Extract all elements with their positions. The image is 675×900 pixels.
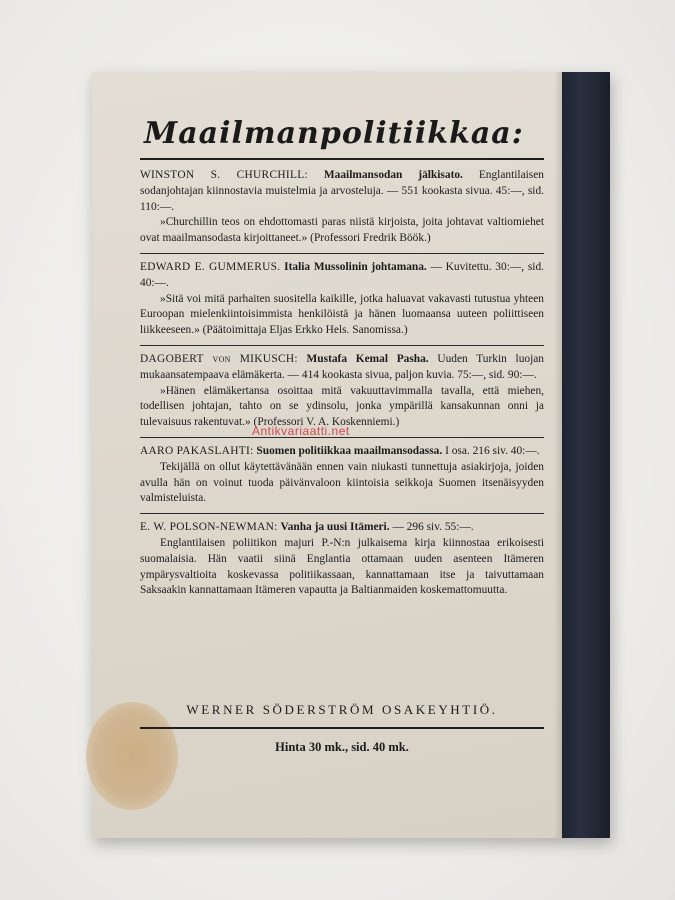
list-item [140, 168, 544, 247]
review-quote: »Hänen elämäkertansa osoittaa mitä vakuuttavimmalla tavalla, että miehen, todellisen johtajan, tahto on se ydinsolu, jonka ympärillä kansakunnan onni ja tulevaisuus rakentuvat.» (Professori V. A. Koskenniemi.) [140, 384, 544, 429]
book-back-cover [92, 72, 610, 838]
entry-divider [140, 345, 544, 346]
author-name: AARO PAKASLAHTI: [140, 444, 254, 457]
book-description: — 296 siv. 55:—. [392, 521, 474, 534]
review-quote: »Churchillin teos on ehdottomasti paras niistä kirjoista, joita johtavat valtiomiehet ovat maailmansodasta kirjoittaneet.» (Professori Fredrik Böök.) [140, 216, 544, 245]
entry-divider [140, 253, 544, 254]
author-name: EDWARD E. GUMMERUS. [140, 260, 281, 273]
entry-divider [140, 513, 544, 514]
publisher-name: WERNER SÖDERSTRÖM OSAKEYHTIÖ. [186, 702, 498, 717]
book-description: Uuden Turkin luojan mukaansatempaava elämäkerta. — 414 kookasta sivua, paljon kuvia. 75:—, sid. 90:—. [140, 352, 544, 381]
publisher-rule [140, 727, 544, 729]
list-item [140, 352, 544, 431]
book-description: Englantilaisen sodanjohtajan kiinnostavia muistelmia ja arvosteluja. — 551 kookasta sivua. 45:—, sid. 110:—. [140, 169, 544, 213]
book-description: I osa. 216 siv. 40:—. [445, 444, 540, 457]
list-item [140, 520, 544, 599]
watermark-text: Antikvariaatti.net [252, 424, 350, 438]
page-title: Maailmanpolitiikkaa: [144, 116, 524, 151]
book-description: — Kuvitettu. 30:—, sid. 40:—. [140, 260, 544, 289]
review-quote: »Sitä voi mitä parhaiten suositella kaikille, jotka haluavat vakavasti tutustua yhteen Euroopan mielenkiintoisimmista henkilöistä ja hänen luomaansa uuteen poliittiseen liikkeeseen.» (Päätoimittaja Eljas Erkko Hels. Sanomissa.) [140, 292, 544, 337]
paper-stain [86, 702, 178, 810]
book-title: Maailmansodan jälkisato. [323, 169, 463, 181]
title-rule [140, 158, 544, 160]
review-quote: Englantilaisen poliitikon majuri P.-N:n julkaisema kirja kiinnostaa erikoisesti suomalaisia. Hän vaatii siinä Englantia ottamaan uuden asenteen Itämeren ympärysvaltioita koskevassa politiikassaan, kannattamaan itse ja taivuttamaan Saksaakin kannattamaan Itämeren vapautta ja Baltianmaiden koskemattomuutta. [140, 536, 544, 597]
author-name: DAGOBERT von MIKUSCH: [140, 352, 298, 365]
book-title: Suomen politiikkaa maailmansodassa. [256, 444, 443, 457]
price-line: Hinta 30 mk., sid. 40 mk. [275, 740, 409, 754]
list-item [140, 260, 544, 339]
author-name: WINSTON S. CHURCHILL: [140, 169, 308, 181]
review-quote: Tekijällä on ollut käytettävänään ennen vain niukasti tunnettuja asiakirjoja, joiden avulla hän on voinut tuoda päivänvaloon kiintoisia seikkoja Suomen itsenäisyyden valmisteluista. [140, 460, 544, 505]
list-item [140, 444, 544, 507]
book-title: Vanha ja uusi Itämeri. [280, 521, 390, 534]
book-list [140, 168, 544, 605]
book-title: Italia Mussolinin johtamana. [284, 260, 427, 273]
author-name: E. W. POLSON-NEWMAN: [140, 521, 278, 534]
book-title: Mustafa Kemal Pasha. [306, 352, 429, 365]
book-spine [562, 72, 610, 838]
